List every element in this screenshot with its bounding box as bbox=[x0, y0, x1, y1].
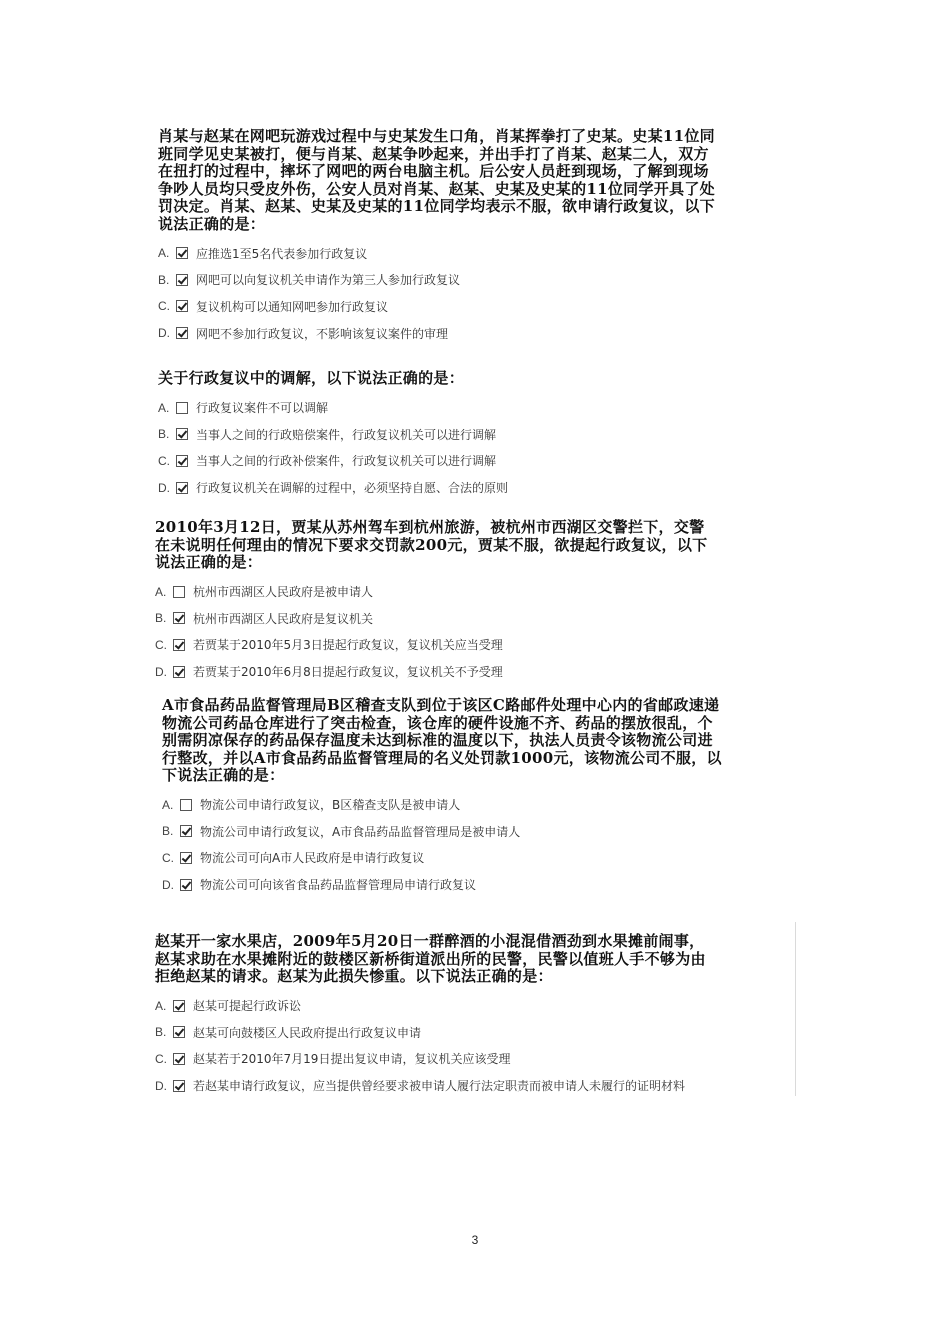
option-text: 若贾某于2010年6月8日提起行政复议，复议机关不予受理 bbox=[193, 665, 503, 680]
option-letter: A. bbox=[158, 246, 170, 261]
question-5 bbox=[155, 933, 755, 1099]
question-stem: 肖某与赵某在网吧玩游戏过程中与史某发生口角，肖某挥拳打了史某。史某11位同班同学见史某被打，便与肖某、赵某争吵起来，并出手打了肖某、赵某二人，双方在扭打的过程中，摔坏了网吧的两台电脑主机。后公安人员赶到现场，了解到现场争吵人员均只受皮外伤，公安人员对肖某、赵某、史某及史某的11位同学开具了处罚决定。肖某、赵某、史某及史某的11位同学均表示不服，欲申请行政复议，以下说法正确的是： bbox=[158, 127, 715, 233]
checkbox-checked-icon[interactable] bbox=[180, 879, 192, 891]
option-b[interactable] bbox=[158, 421, 718, 448]
option-b[interactable] bbox=[155, 1019, 755, 1046]
option-letter: A. bbox=[162, 797, 174, 812]
vertical-divider bbox=[795, 922, 796, 1096]
option-text: 当事人之间的行政赔偿案件，行政复议机关可以进行调解 bbox=[196, 427, 497, 442]
option-a[interactable] bbox=[158, 395, 718, 422]
option-letter: C. bbox=[155, 637, 167, 652]
option-text: 若赵某申请行政复议，应当提供曾经要求被申请人履行法定职责而被申请人未履行的证明材料 bbox=[193, 1079, 686, 1094]
option-text: 当事人之间的行政补偿案件，行政复议机关可以进行调解 bbox=[196, 454, 497, 469]
option-letter: A. bbox=[155, 584, 167, 599]
question-1 bbox=[158, 128, 718, 346]
option-text: 杭州市西湖区人民政府是被申请人 bbox=[193, 585, 374, 600]
checkbox-checked-icon[interactable] bbox=[176, 274, 188, 286]
option-text: 应推选1至5名代表参加行政复议 bbox=[196, 246, 368, 261]
option-text: 复议机构可以通知网吧参加行政复议 bbox=[196, 299, 389, 314]
option-text: 物流公司申请行政复议，B区稽查支队是被申请人 bbox=[200, 798, 461, 813]
checkbox-checked-icon[interactable] bbox=[176, 300, 188, 312]
option-b[interactable] bbox=[158, 267, 718, 294]
checkbox-checked-icon[interactable] bbox=[173, 1053, 185, 1065]
option-c[interactable] bbox=[158, 293, 718, 320]
option-letter: D. bbox=[158, 480, 170, 495]
option-letter: B. bbox=[155, 1025, 167, 1040]
option-d[interactable] bbox=[155, 658, 715, 685]
option-letter: A. bbox=[158, 400, 170, 415]
question-stem: 赵某开一家水果店，2009年5月20日一群醉酒的小混混借酒劲到水果摊前闹事，赵某求助在水果摊附近的鼓楼区新桥街道派出所的民警，民警以值班人手不够为由拒绝赵某的请求。赵某为此损失惨重。以下说法正确的是： bbox=[155, 932, 706, 985]
checkbox-checked-icon[interactable] bbox=[173, 1080, 185, 1092]
option-letter: B. bbox=[158, 272, 170, 287]
option-a[interactable] bbox=[162, 792, 722, 819]
option-letter: D. bbox=[155, 1078, 167, 1093]
question-2 bbox=[158, 370, 718, 501]
option-a[interactable] bbox=[158, 240, 718, 267]
option-letter: C. bbox=[158, 453, 170, 468]
checkbox-checked-icon[interactable] bbox=[173, 612, 185, 624]
checkbox-checked-icon[interactable] bbox=[176, 482, 188, 494]
question-4 bbox=[162, 697, 722, 898]
checkbox-checked-icon[interactable] bbox=[173, 1026, 185, 1038]
option-c[interactable] bbox=[158, 448, 718, 475]
option-d[interactable] bbox=[155, 1072, 755, 1099]
option-letter: D. bbox=[158, 326, 170, 341]
option-letter: C. bbox=[155, 1051, 167, 1066]
option-text: 物流公司可向A市人民政府是申请行政复议 bbox=[200, 851, 425, 866]
checkbox-checked-icon[interactable] bbox=[176, 327, 188, 339]
checkbox-checked-icon[interactable] bbox=[173, 666, 185, 678]
option-text: 若贾某于2010年5月3日提起行政复议，复议机关应当受理 bbox=[193, 638, 503, 653]
option-c[interactable] bbox=[162, 845, 722, 872]
option-letter: D. bbox=[155, 664, 167, 679]
page-number: 3 bbox=[471, 1233, 479, 1247]
option-b[interactable] bbox=[162, 818, 722, 845]
checkbox-checked-icon[interactable] bbox=[180, 852, 192, 864]
option-text: 行政复议机关在调解的过程中，必须坚持自愿、合法的原则 bbox=[196, 481, 509, 496]
option-text: 物流公司可向该省食品药品监督管理局申请行政复议 bbox=[200, 878, 477, 893]
option-text: 物流公司申请行政复议，A市食品药品监督管理局是被申请人 bbox=[200, 824, 521, 839]
question-stem: 2010年3月12日，贾某从苏州驾车到杭州旅游，被杭州市西湖区交警拦下，交警在未说明任何理由的情况下要求交罚款200元，贾某不服，欲提起行政复议，以下说法正确的是： bbox=[155, 518, 708, 571]
option-c[interactable] bbox=[155, 632, 715, 659]
option-text: 网吧可以向复议机关申请作为第三人参加行政复议 bbox=[196, 273, 461, 288]
checkbox-checked-icon[interactable] bbox=[176, 247, 188, 259]
option-letter: C. bbox=[162, 850, 174, 865]
checkbox-checked-icon[interactable] bbox=[173, 1000, 185, 1012]
option-text: 网吧不参加行政复议，不影响该复议案件的审理 bbox=[196, 326, 449, 341]
option-letter: D. bbox=[162, 877, 174, 892]
option-letter: C. bbox=[158, 299, 170, 314]
checkbox-checked-icon[interactable] bbox=[180, 825, 192, 837]
option-d[interactable] bbox=[162, 871, 722, 898]
option-d[interactable] bbox=[158, 320, 718, 347]
checkbox-checked-icon[interactable] bbox=[173, 639, 185, 651]
option-letter: B. bbox=[162, 824, 174, 839]
option-letter: B. bbox=[155, 611, 167, 626]
option-c[interactable] bbox=[155, 1046, 755, 1073]
option-d[interactable] bbox=[158, 474, 718, 501]
option-letter: A. bbox=[155, 998, 167, 1013]
checkbox-empty-icon[interactable] bbox=[176, 402, 188, 414]
option-a[interactable] bbox=[155, 993, 755, 1020]
checkbox-checked-icon[interactable] bbox=[176, 455, 188, 467]
option-text: 行政复议案件不可以调解 bbox=[196, 401, 329, 416]
option-text: 赵某可提起行政诉讼 bbox=[193, 999, 302, 1014]
option-text: 赵某若于2010年7月19日提出复议申请，复议机关应该受理 bbox=[193, 1052, 511, 1067]
option-text: 杭州市西湖区人民政府是复议机关 bbox=[193, 611, 374, 626]
question-stem: 关于行政复议中的调解，以下说法正确的是： bbox=[158, 369, 465, 387]
option-a[interactable] bbox=[155, 579, 715, 606]
option-b[interactable] bbox=[155, 605, 715, 632]
question-3 bbox=[155, 519, 715, 685]
checkbox-empty-icon[interactable] bbox=[173, 586, 185, 598]
question-stem: A市食品药品监督管理局B区稽查支队到位于该区C路邮件处理中心内的省邮政速递物流公司药品仓库进行了突击检查，该仓库的硬件设施不齐、药品的摆放很乱，个别需阴凉保存的药品保存温度未达到标准的温度以下，执法人员责令该物流公司进行整改，并以A市食品药品监督管理局的名义处罚款1000元，该物流公司不服，以下说法正确的是： bbox=[162, 696, 722, 784]
option-letter: B. bbox=[158, 427, 170, 442]
checkbox-empty-icon[interactable] bbox=[180, 799, 192, 811]
option-text: 赵某可向鼓楼区人民政府提出行政复议申请 bbox=[193, 1025, 422, 1040]
checkbox-checked-icon[interactable] bbox=[176, 428, 188, 440]
